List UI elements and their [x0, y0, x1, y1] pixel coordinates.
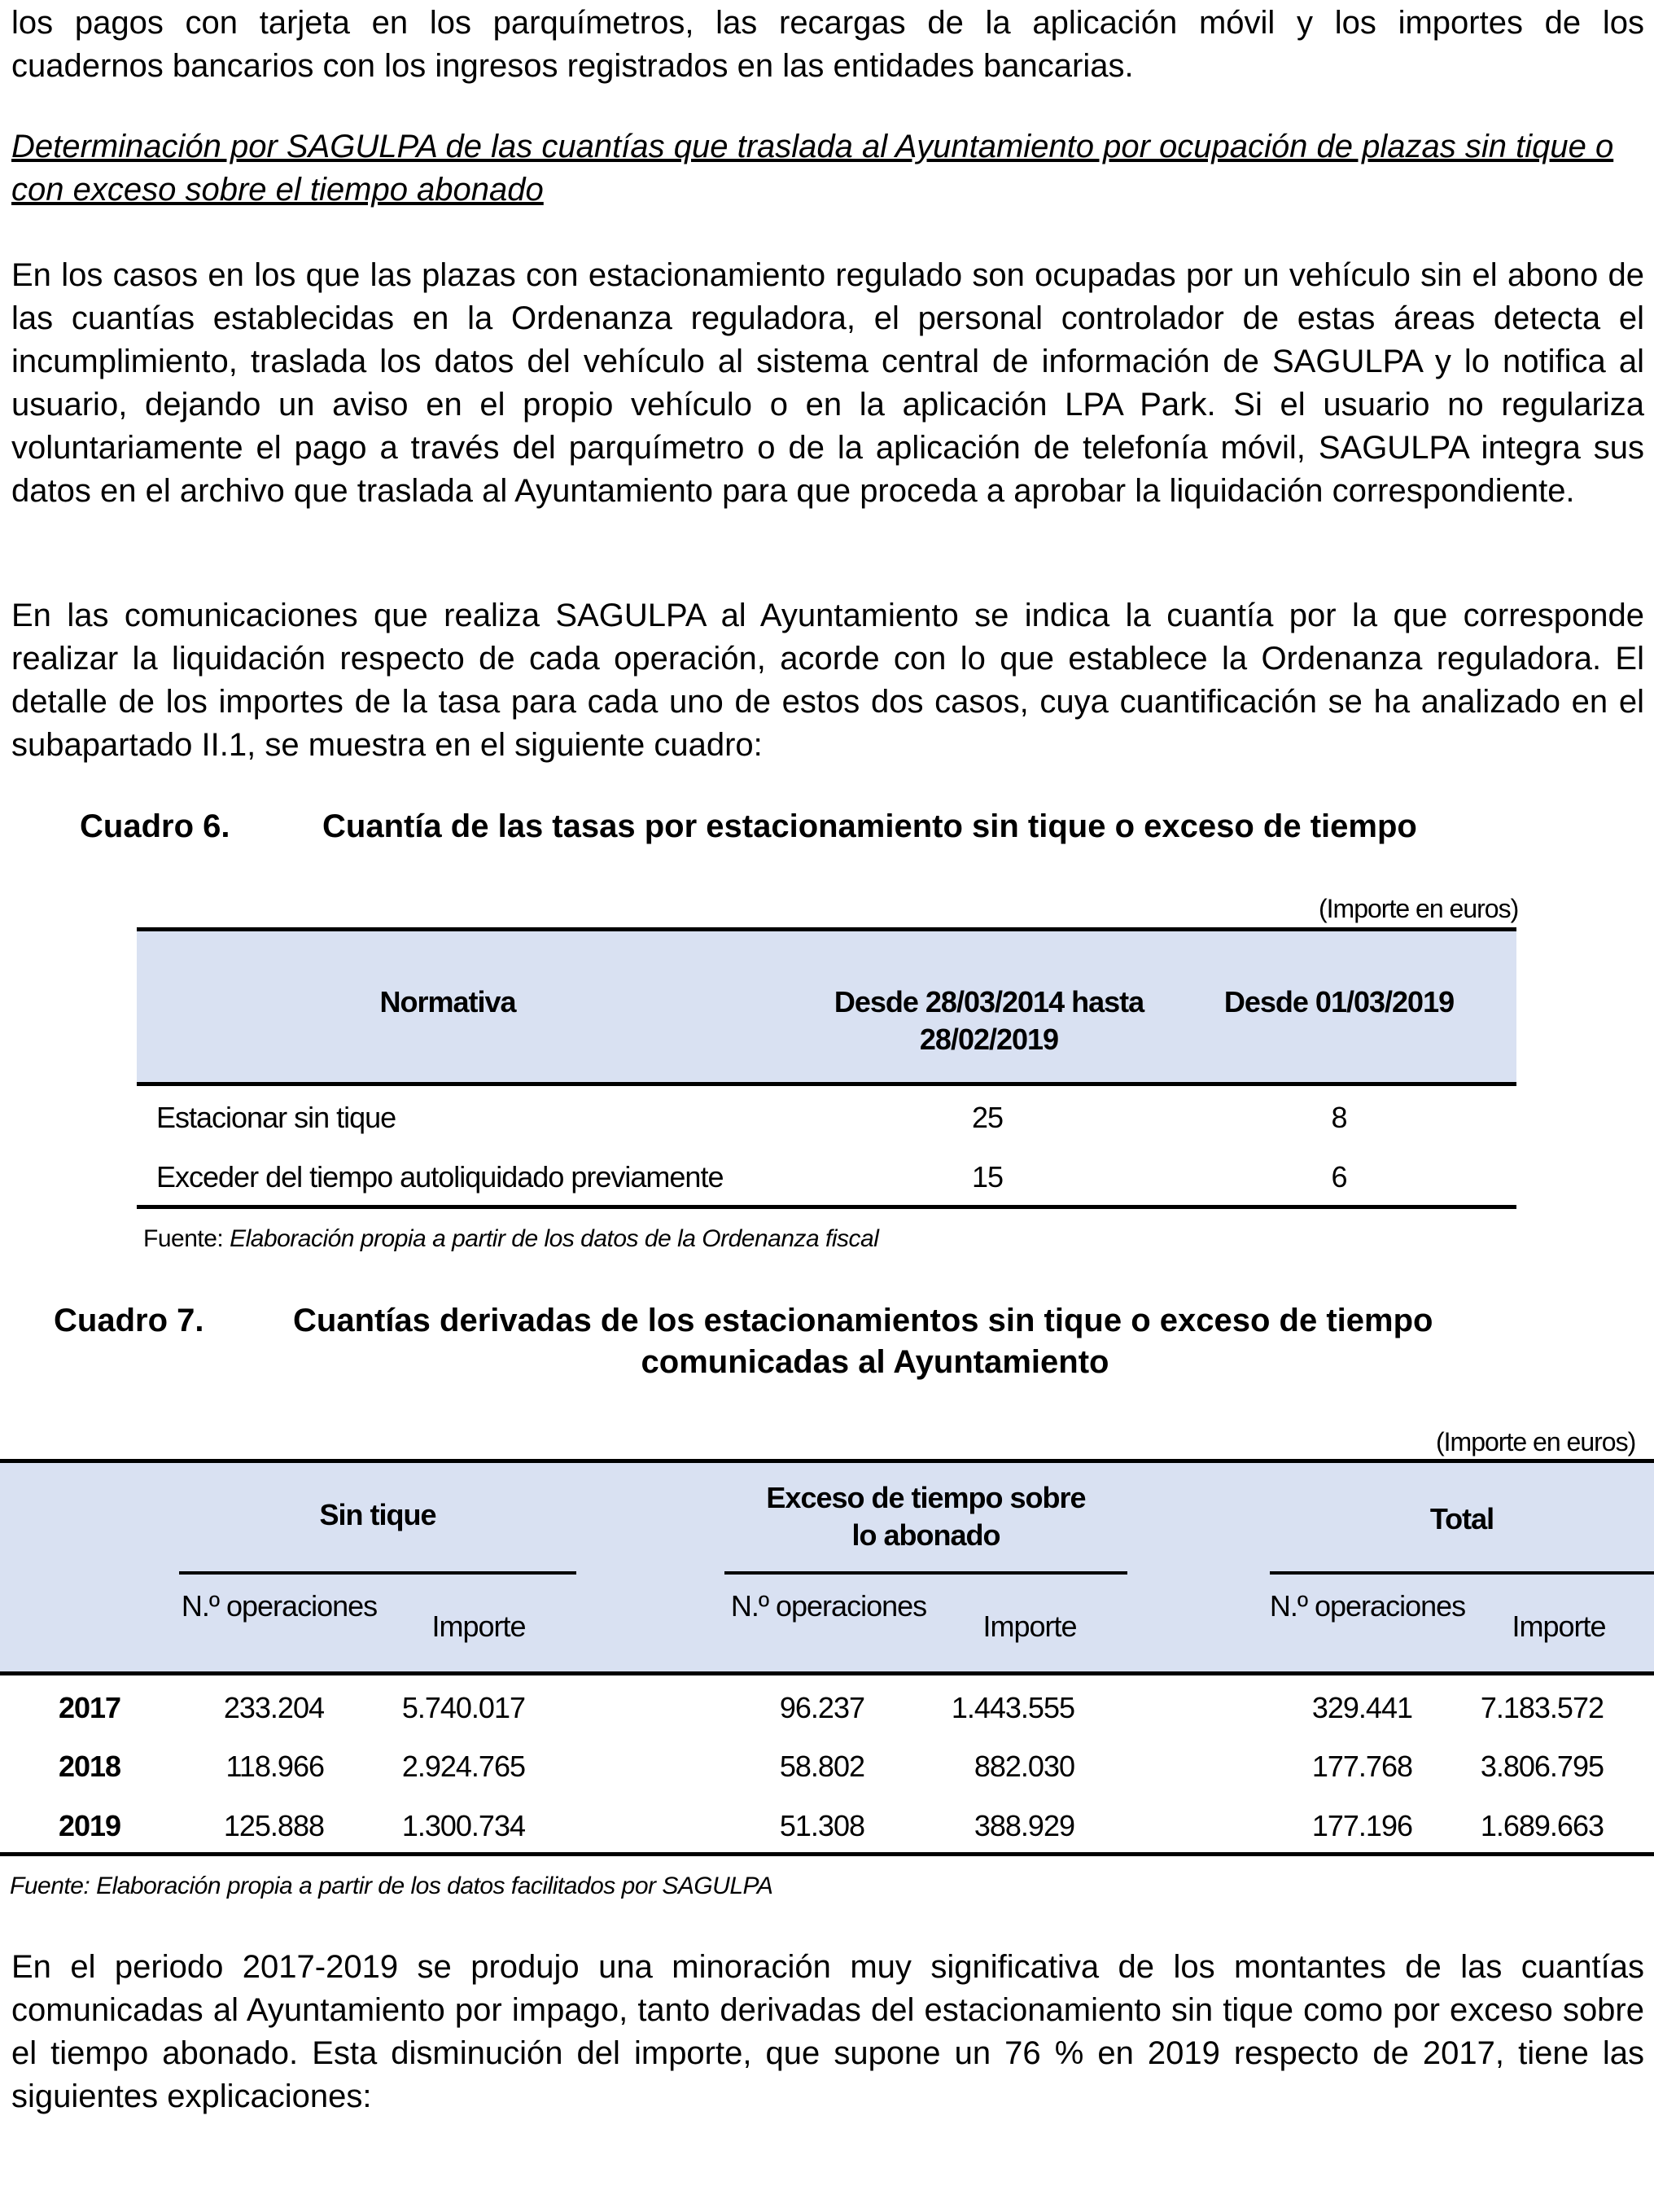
table6-source-text: Elaboración propia a partir de los datos de la Ordenanza fiscal [230, 1225, 879, 1252]
table7-group-sin-tique: Sin tique [319, 1498, 436, 1531]
table7-cell: 5.740.017 [401, 1691, 525, 1724]
table7-subheader-importe-1: Importe [431, 1610, 526, 1643]
table7-cell: 388.929 [974, 1809, 1074, 1842]
table6-header-period1: Desde 28/03/2014 hasta 28/02/2019 [834, 985, 1144, 1056]
table6-label: Cuadro 6. [80, 808, 230, 844]
table7-header-rule [0, 1671, 1654, 1675]
table7-group-rule-sin-tique [179, 1571, 576, 1575]
table7-top-rule [0, 1459, 1654, 1463]
paragraph-continuation-line2: cuadernos bancarios con los ingresos registrados en las entidades bancarias. [11, 48, 1134, 84]
table7-cell: 1.300.734 [401, 1809, 525, 1842]
table6-row2-value2: 6 [1331, 1160, 1347, 1194]
table7-unit: (Importe en euros) [1436, 1427, 1636, 1456]
table6-unit: (Importe en euros) [1319, 894, 1519, 923]
table6-source-prefix: Fuente: [143, 1225, 230, 1252]
table7-source-prefix: Fuente [10, 1873, 84, 1899]
table7-subheader-importe-2: Importe [982, 1610, 1077, 1643]
table7-subheader-importe-3: Importe [1512, 1610, 1606, 1643]
table7-cell: 1.689.663 [1480, 1809, 1604, 1842]
table7-title-line1: Cuantías derivadas de los estacionamientos sin tique o exceso de tiempo [293, 1303, 1433, 1338]
table6-row2-value1: 15 [971, 1160, 1004, 1194]
table7-cell: 7.183.572 [1480, 1691, 1604, 1724]
table7-group-rule-total [1270, 1571, 1654, 1575]
table6-bottom-rule [137, 1205, 1516, 1209]
table7-group-exceso: Exceso de tiempo sobre lo abonado [766, 1481, 1086, 1552]
table7-cell: 1.443.555 [951, 1691, 1074, 1724]
table6-header-normativa: Normativa [379, 985, 516, 1018]
table7-group-rule-exceso [724, 1571, 1127, 1575]
table7-label: Cuadro 7. [54, 1303, 204, 1338]
table6-row1-value1: 25 [971, 1101, 1004, 1134]
table6-row1-value2: 8 [1331, 1101, 1347, 1134]
section-subheading: Determinación por SAGULPA de las cuantías que traslada al Ayuntamiento por ocupación de plazas sin tique o con exceso sobre el tiempo abonado [11, 129, 1614, 208]
table6-row1-label: Estacionar sin tique [156, 1101, 396, 1134]
table7-cell: 233.204 [223, 1691, 324, 1724]
table6-header-period2: Desde 01/03/2019 [1223, 985, 1455, 1018]
table7-subheader-ops-2: N.º operaciones [730, 1589, 927, 1623]
table7-subheader-ops-3: N.º operaciones [1269, 1589, 1466, 1623]
table7-subheader-ops-1: N.º operaciones [181, 1589, 378, 1623]
table7-cell: 125.888 [223, 1809, 324, 1842]
table7-group-total: Total [1429, 1502, 1494, 1535]
table7-source [10, 1873, 772, 1900]
table6-top-rule [137, 927, 1516, 931]
table7-cell: 177.196 [1311, 1809, 1412, 1842]
table7-cell: 58.802 [779, 1750, 864, 1783]
table7-cell: 96.237 [779, 1691, 864, 1724]
table6-row2-label: Exceder del tiempo autoliquidado previamente [156, 1160, 724, 1194]
table7-cell: 2.924.765 [401, 1750, 525, 1783]
table7-cell: 882.030 [974, 1750, 1074, 1783]
paragraph-2: En las comunicaciones que realiza SAGULPA al Ayuntamiento se indica la cuantía por la que corresponde realizar la liquidación respecto de cada operación, acorde con lo que establece la Ordenanza reguladora. El detalle de los importes de la tasa para cada uno de estos dos casos, cuya cuantificación se ha analizado en el subapartado II.1, se muestra en el siguiente cuadro: [11, 598, 1644, 763]
table7-source-text: : Elaboración propia a partir de los datos facilitados por SAGULPA [83, 1873, 773, 1899]
table7-row-year: 2018 [58, 1750, 121, 1783]
paragraph-1: En los casos en los que las plazas con estacionamiento regulado son ocupadas por un vehículo sin el abono de las cuantías establecidas en la Ordenanza reguladora, el personal controlador de estas áreas detecta el incumplimiento, traslada los datos del vehículo al sistema central de información de SAGULPA y lo notifica al usuario, dejando un aviso en el propio vehículo o en la aplicación LPA Park. Si el usuario no regulariza voluntariamente el pago a través del parquímetro o de la aplicación de telefonía móvil, SAGULPA integra sus datos en el archivo que traslada al Ayuntamiento para que proceda a aprobar la liquidación correspondiente. [11, 257, 1644, 509]
paragraph-continuation-line1: los pagos con tarjeta en los parquímetros, las recargas de la aplicación móvil y los importes de los [11, 5, 1644, 41]
table7-cell: 118.966 [225, 1750, 324, 1783]
table7-cell: 329.441 [1311, 1691, 1412, 1724]
table7-cell: 177.768 [1311, 1750, 1412, 1783]
table7-title-line2: comunicadas al Ayuntamiento [641, 1344, 1109, 1380]
paragraph-3: En el periodo 2017-2019 se produjo una minoración muy significativa de los montantes de las cuantías comunicadas al Ayuntamiento por impago, tanto derivadas del estacionamiento sin tique como por exceso sobre el tiempo abonado. Esta disminución del importe, que supone un 76 % en 2019 respecto de 2017, tiene las siguientes explicaciones: [11, 1949, 1644, 2114]
table6-source [143, 1225, 878, 1253]
table7-row-year: 2019 [58, 1809, 121, 1842]
table7-bottom-rule [0, 1852, 1654, 1856]
table7-cell: 51.308 [779, 1809, 864, 1842]
table7-cell: 3.806.795 [1480, 1750, 1604, 1783]
table6-header-rule [137, 1082, 1516, 1086]
table6-title: Cuantía de las tasas por estacionamiento sin tique o exceso de tiempo [322, 808, 1417, 844]
table7-row-year: 2017 [58, 1691, 121, 1724]
